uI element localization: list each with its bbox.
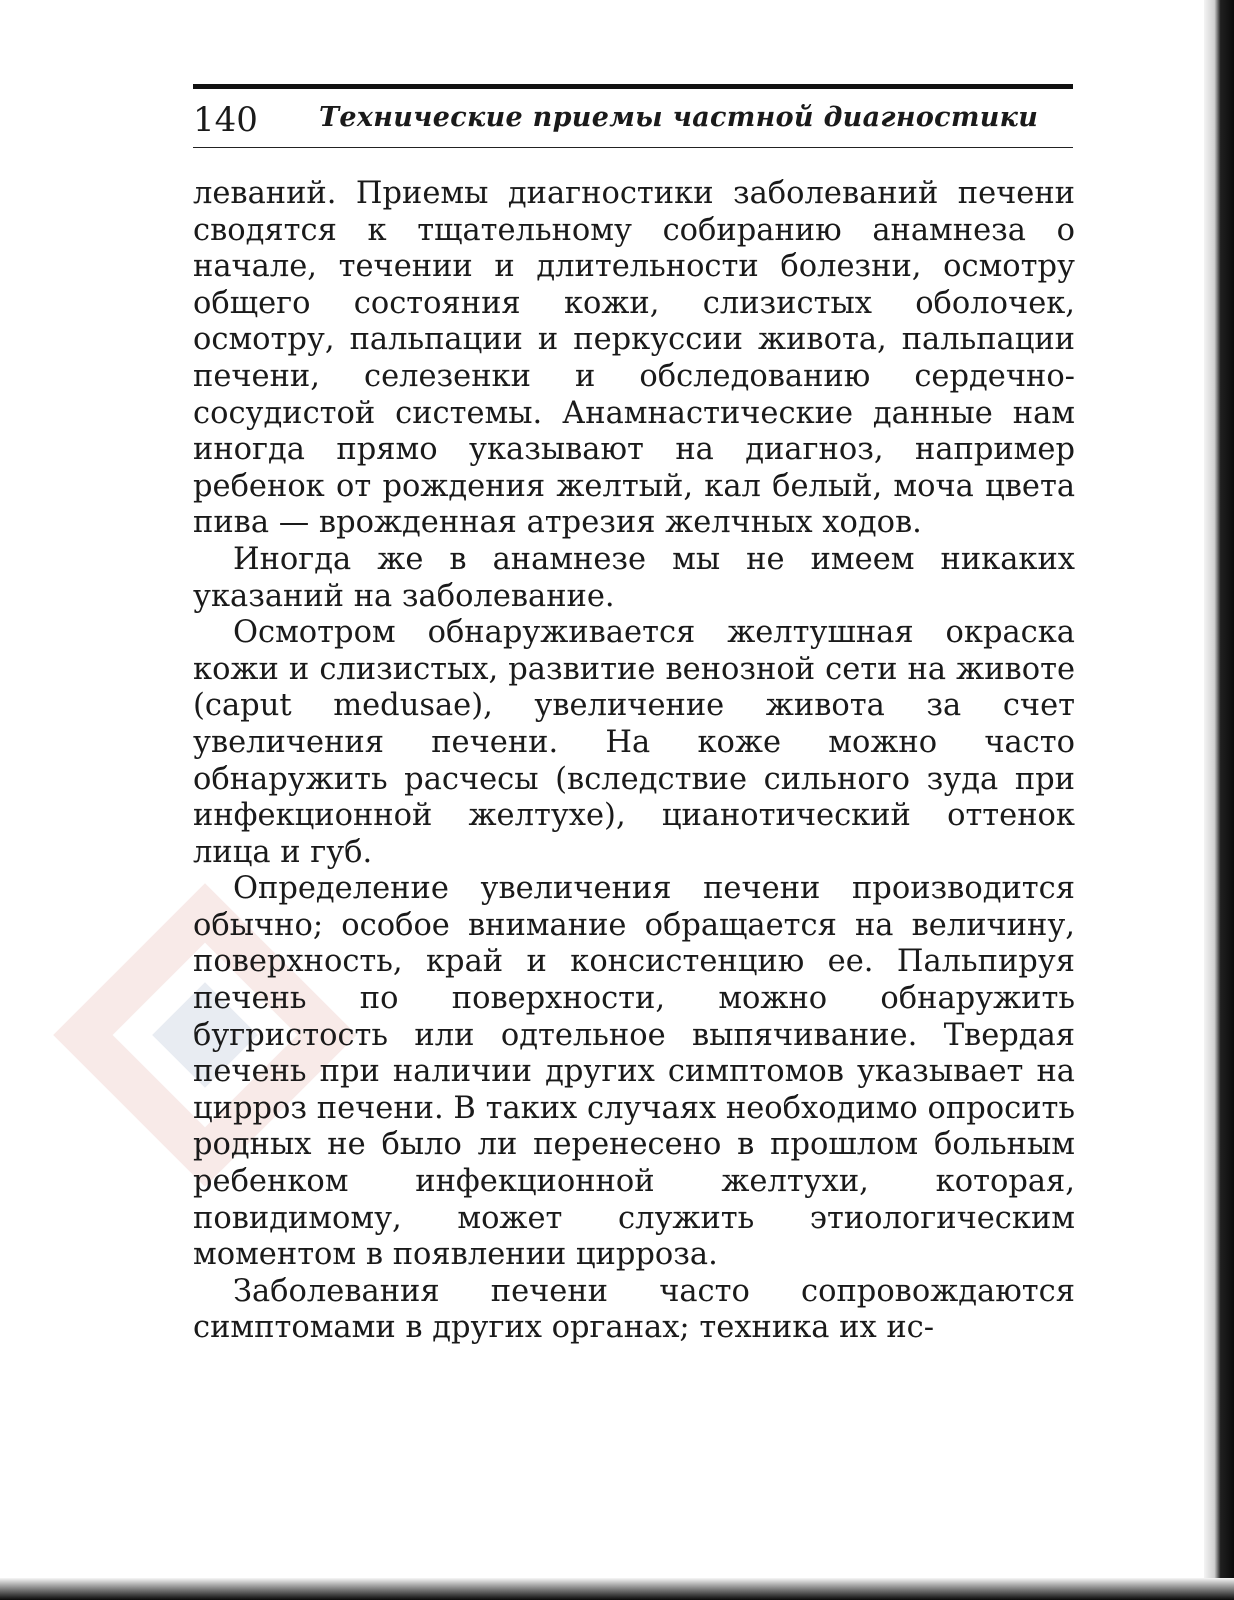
paragraph-5: Заболевания печени часто сопровождаются симптомами в других органах; техника их ис- <box>193 1273 1075 1346</box>
paragraph-1: леваний. Приемы диагностики заболеваний печени сводятся к тщательному собиранию анамнеза о начале, течении и длительности болезни, осмотру общего состояния кожи, слизистых оболочек, осмотру, пальпации и перкуссии живота, пальпации печени, селезенки и обследованию сердечно-сосудистой системы. Анамнастические данные нам иногда прямо указывают на диагноз, например ребенок от рождения желтый, кал белый, моча цвета пива — врожденная атрезия желчных ходов. <box>193 176 1075 541</box>
running-header <box>193 84 1073 148</box>
body-text <box>193 176 1075 1347</box>
paragraph-3: Осмотром обнаруживается желтушная окраска кожи и слизистых, развитие венозной сети на животе (caput medusae), увеличение живота за счет увеличения печени. На коже можно часто обнаружить расчесы (вследствие сильного зуда при инфекционной желтухе), цианотический оттенок лица и губ. <box>193 615 1075 870</box>
page-bottom-edge-shadow <box>0 1578 1234 1600</box>
page-right-edge-shadow <box>1204 0 1234 1600</box>
paragraph-4: Определение увеличения печени производится обычно; особое внимание обращается на величину, поверхность, край и консистенцию ее. Пальпируя печень по поверхности, можно обнаружить бугристость или одтельное выпячивание. Твердая печень при наличии других симптомов указывает на цирроз печени. В таких случаях необходимо опросить родных не было ли перенесено в прошлом больным ребенком инфекционной желтухи, которая, повидимому, может служить этиологическим моментом в появлении цирроза. <box>193 871 1075 1273</box>
page-number: 140 <box>193 100 258 140</box>
running-title: Технические приемы частной диагностики <box>319 102 1039 133</box>
paragraph-2: Иногда же в анамнезе мы не имеем никаких указаний на заболевание. <box>193 541 1075 614</box>
